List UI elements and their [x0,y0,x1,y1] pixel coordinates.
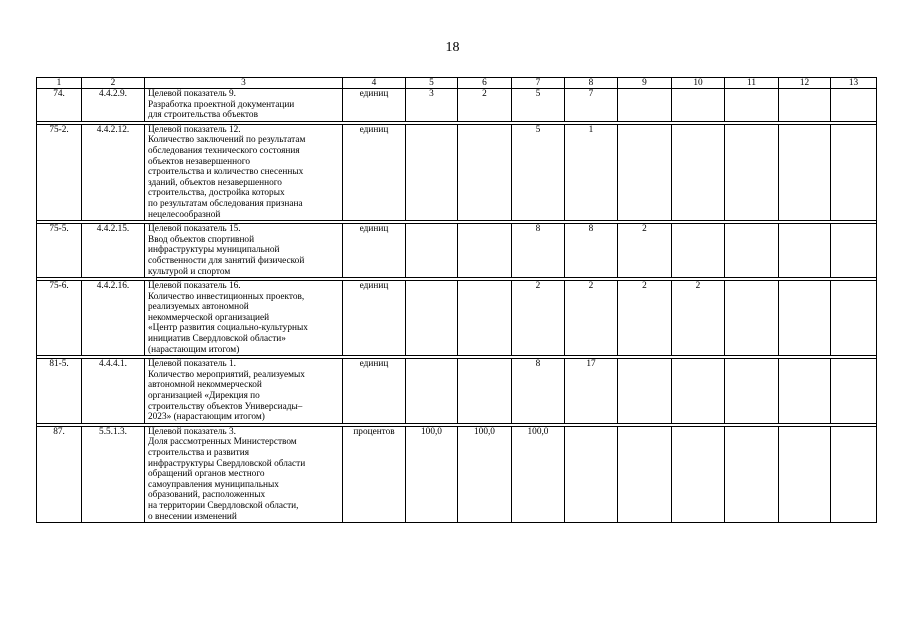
value-cell [406,359,458,424]
indicator-description-line: строительства и количество снесенных [148,167,304,178]
value-cell [725,359,779,424]
indicator-description-line: Количество инвестиционных проектов, [148,291,305,302]
header-cell: 4 [343,78,406,89]
value-cell [618,359,672,424]
indicator-description-line: объектов незавершенного [148,156,251,167]
value-cell: 2 [565,281,618,356]
table-header-row [37,78,877,89]
indicator-description-cell [145,426,343,522]
row-code-cell: 4.4.4.1. [82,359,145,424]
row-number-cell: 87. [37,426,82,522]
value-cell [406,124,458,220]
header-cell: 9 [618,78,672,89]
value-cell: 5 [512,89,565,122]
row-number-cell: 75-2. [37,124,82,220]
value-cell [779,281,831,356]
indicator-description-cell [145,224,343,278]
value-cell: 2 [458,89,512,122]
header-cell: 7 [512,78,565,89]
value-cell [458,359,512,424]
value-cell: 3 [406,89,458,122]
header-cell: 10 [672,78,725,89]
value-cell [725,124,779,220]
value-cell [618,124,672,220]
value-cell [831,124,877,220]
row-code-cell: 4.4.2.9. [82,89,145,122]
page-number: 18 [445,40,460,55]
table-row [37,426,877,522]
indicator-description-line: образований, расположенных [148,490,266,501]
indicator-description-line: по результатам обследования признана [148,198,303,209]
value-cell: 8 [565,224,618,278]
indicator-description-line: Целевой показатель 16. [148,281,241,292]
indicator-description-line: самоуправления муниципальных [148,479,279,490]
value-cell [725,89,779,122]
indicator-description-line: на территории Свердловской области, [148,500,299,511]
indicator-description-line: зданий, объектов незавершенного [148,177,282,188]
value-cell: 17 [565,359,618,424]
indicator-description-line: строительства, достройка которых [148,188,285,199]
table-row [37,359,877,424]
indicator-description-cell [145,281,343,356]
indicator-description-line: автономной некоммерческой [148,380,262,391]
indicator-description-line: Разработка проектной документации [148,99,295,110]
value-cell [672,359,725,424]
indicator-description-line: организацией «Дирекция по [148,391,260,402]
indicator-description-line: «Центр развития социально-культурных [148,323,308,334]
value-cell: 100,0 [512,426,565,522]
indicator-description-line: (нарастающим итогом) [148,344,240,355]
value-cell: 100,0 [406,426,458,522]
value-cell [458,124,512,220]
value-cell [725,426,779,522]
indicator-description-cell [145,124,343,220]
value-cell [831,89,877,122]
indicator-description-line: Целевой показатель 15. [148,224,241,235]
indicator-description-line: культурой и спортом [148,266,231,277]
indicator-description-line: обращений органов местного [148,469,265,480]
unit-cell: единиц [343,89,406,122]
value-cell [779,89,831,122]
value-cell: 2 [618,281,672,356]
header-cell: 6 [458,78,512,89]
header-cell: 12 [779,78,831,89]
value-cell [779,224,831,278]
value-cell: 7 [565,89,618,122]
unit-cell: единиц [343,124,406,220]
value-cell [725,281,779,356]
indicator-description-line: Целевой показатель 1. [148,359,236,370]
row-code-cell: 5.5.1.3. [82,426,145,522]
indicator-description-line: Целевой показатель 3. [148,426,236,437]
row-code-cell: 4.4.2.16. [82,281,145,356]
value-cell [779,359,831,424]
value-cell [672,89,725,122]
value-cell [618,426,672,522]
indicator-description-line: нецелесообразной [148,209,221,220]
value-cell: 8 [512,224,565,278]
table-row [37,89,877,122]
value-cell: 8 [512,359,565,424]
indicators-table [36,77,877,523]
header-cell: 2 [82,78,145,89]
row-number-cell: 75-5. [37,224,82,278]
row-number-cell: 74. [37,89,82,122]
indicator-description-line: Целевой показатель 9. [148,89,236,99]
indicator-description-line: обследования технического состояния [148,145,300,156]
header-cell: 5 [406,78,458,89]
indicator-description-line: строительству объектов Универсиады– [148,401,303,412]
indicator-description-line: Ввод объектов спортивной [148,234,255,245]
value-cell [831,224,877,278]
table-body [37,89,877,523]
header-cell: 1 [37,78,82,89]
table-row [37,124,877,220]
indicator-description-line: инфраструктуры Свердловской области [148,458,306,469]
indicator-description-line: некоммерческой организацией [148,312,270,323]
row-number-cell: 75-6. [37,281,82,356]
indicator-description-line: Доля рассмотренных Министерством [148,437,297,448]
value-cell [406,281,458,356]
indicator-description-line: Количество заключений по результатам [148,135,306,146]
value-cell: 2 [618,224,672,278]
indicator-description-line: строительства и развития [148,448,249,458]
value-cell [672,124,725,220]
row-code-cell: 4.4.2.12. [82,124,145,220]
value-cell [406,224,458,278]
row-number-cell: 81-5. [37,359,82,424]
header-cell: 13 [831,78,877,89]
indicator-description-line: инфраструктуры муниципальной [148,245,280,256]
value-cell: 1 [565,124,618,220]
value-cell: 100,0 [458,426,512,522]
value-cell: 2 [672,281,725,356]
unit-cell: единиц [343,224,406,278]
indicator-description-cell [145,359,343,424]
indicator-description-line: 2023» (нарастающим итогом) [148,412,265,423]
value-cell: 5 [512,124,565,220]
table-row [37,281,877,356]
indicator-description-line: Количество мероприятий, реализуемых [148,369,305,380]
value-cell [779,426,831,522]
value-cell [779,124,831,220]
value-cell [458,224,512,278]
value-cell [831,426,877,522]
value-cell [725,224,779,278]
header-cell: 3 [145,78,343,89]
unit-cell: процентов [343,426,406,522]
indicator-description-line: реализуемых автономной [148,302,249,313]
indicator-description-cell [145,89,343,122]
unit-cell: единиц [343,281,406,356]
indicator-description-line: для строительства объектов [148,110,258,121]
value-cell [831,281,877,356]
value-cell: 2 [512,281,565,356]
unit-cell: единиц [343,359,406,424]
value-cell [672,224,725,278]
indicator-description-line: собственности для занятий физической [148,255,305,266]
value-cell [458,281,512,356]
value-cell [565,426,618,522]
indicator-description-line: инициатив Свердловской области» [148,334,286,345]
header-cell: 11 [725,78,779,89]
indicator-description-line: о внесении изменений [148,511,237,522]
value-cell [618,89,672,122]
header-cell: 8 [565,78,618,89]
indicator-description-line: Целевой показатель 12. [148,124,241,135]
table-row [37,224,877,278]
row-code-cell: 4.4.2.15. [82,224,145,278]
value-cell [672,426,725,522]
value-cell [831,359,877,424]
